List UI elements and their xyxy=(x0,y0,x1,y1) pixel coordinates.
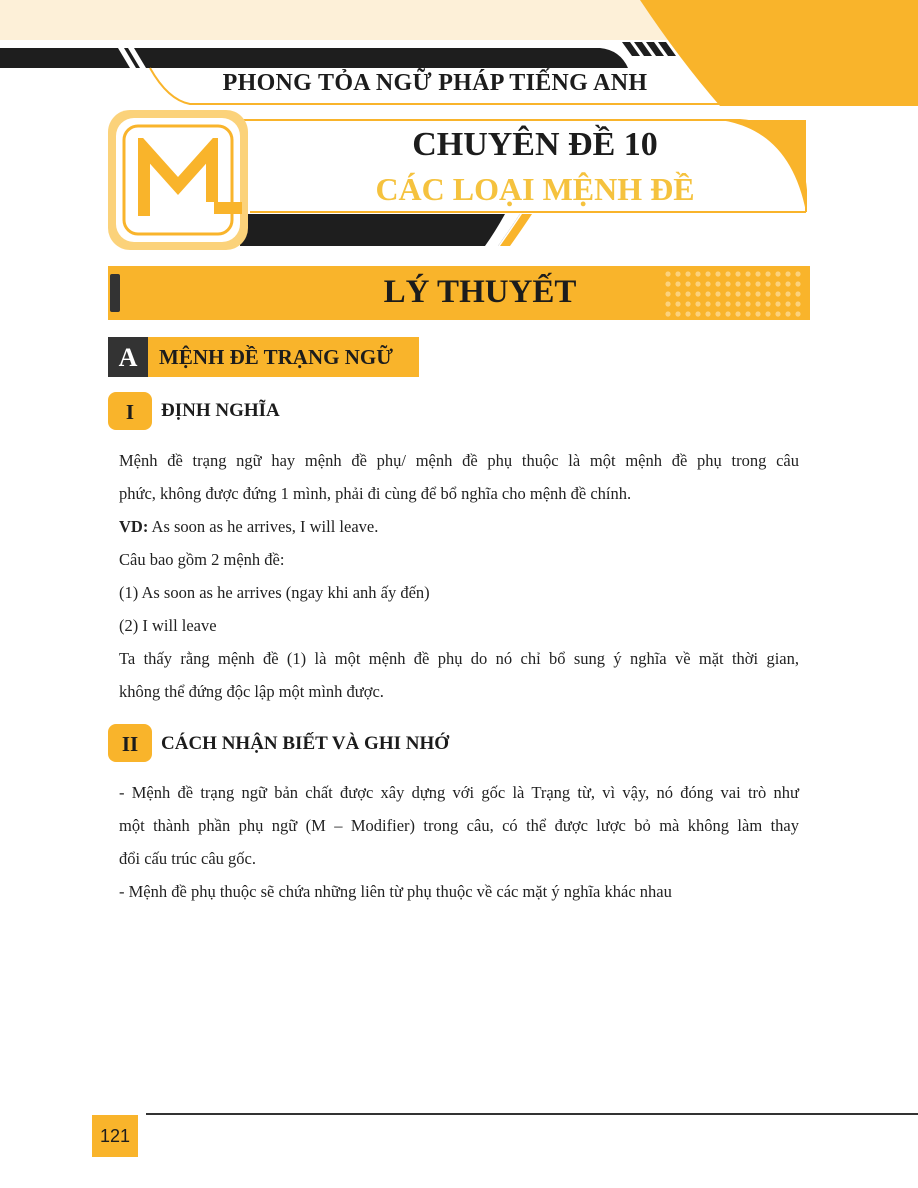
example-line xyxy=(119,510,799,543)
example-text: As soon as he arrives, I will leave. xyxy=(148,517,379,536)
example-label: VD: xyxy=(119,517,149,536)
banner-dot xyxy=(755,311,760,316)
chapter-number: CHUYÊN ĐỀ 10 xyxy=(412,126,658,163)
explanation-line-2: không thể đứng độc lập một mình được. xyxy=(119,682,384,701)
clauses-intro: Câu bao gồm 2 mệnh đề: xyxy=(119,550,285,569)
footer-rule xyxy=(146,1113,918,1115)
explanation-line-1: Ta thấy rằng mệnh đề (1) là một mệnh đề phụ do nó chỉ bổ sung ý nghĩa về mặt thời gian, xyxy=(119,649,799,668)
banner-dot xyxy=(795,311,800,316)
recognition-line-3: đổi cấu trúc câu gốc. xyxy=(119,849,256,868)
banner-dot xyxy=(735,311,740,316)
section-a-letter: A xyxy=(108,337,148,377)
banner-dot xyxy=(685,311,690,316)
banner-dot xyxy=(675,311,680,316)
book-title: PHONG TỎA NGỮ PHÁP TIẾNG ANH xyxy=(222,70,648,96)
definition-line-2: phức, không được đứng 1 mình, phải đi cùng để bổ nghĩa cho mệnh đề chính. xyxy=(119,484,632,503)
banner-dot xyxy=(665,311,670,316)
banner-dot xyxy=(695,311,700,316)
banner-dot xyxy=(785,311,790,316)
chapter-subtitle: CÁC LOẠI MỆNH ĐỀ xyxy=(375,171,695,207)
subsection-2-title: CÁCH NHẬN BIẾT VÀ GHI NHỚ xyxy=(161,733,450,754)
subsection-2-badge: II xyxy=(108,724,152,762)
subsection-1-badge: I xyxy=(108,392,152,430)
subsection-1-title: ĐỊNH NGHĨA xyxy=(161,400,280,421)
banner-dot xyxy=(745,311,750,316)
banner-dot xyxy=(775,311,780,316)
banner-dot xyxy=(765,311,770,316)
banner-title: LÝ THUYẾT xyxy=(383,274,577,310)
clause-1: (1) As soon as he arrives (ngay khi anh ấy đến) xyxy=(119,583,430,602)
banner-dot xyxy=(715,311,720,316)
section-a-title: MỆNH ĐỀ TRẠNG NGỮ xyxy=(159,345,393,369)
definition-content xyxy=(119,444,799,708)
recognition-line-2: một thành phần phụ ngữ (M – Modifier) trong câu, có thể được lược bỏ mà không làm thay xyxy=(119,816,799,835)
recognition-content xyxy=(119,776,799,908)
clause-2: (2) I will leave xyxy=(119,616,217,635)
banner-dot xyxy=(725,311,730,316)
logo-icon xyxy=(136,138,246,222)
recognition-line-4: - Mệnh đề phụ thuộc sẽ chứa những liên từ phụ thuộc về các mặt ý nghĩa khác nhau xyxy=(119,882,672,901)
page-number: 121 xyxy=(92,1115,138,1157)
banner-dot xyxy=(705,311,710,316)
definition-line-1: Mệnh đề trạng ngữ hay mệnh đề phụ/ mệnh đề phụ thuộc là một mệnh đề phụ trong câu xyxy=(119,451,799,470)
recognition-line-1: - Mệnh đề trạng ngữ bản chất được xây dựng với gốc là Trạng từ, vì vậy, nó đóng vai trò như xyxy=(119,783,799,802)
